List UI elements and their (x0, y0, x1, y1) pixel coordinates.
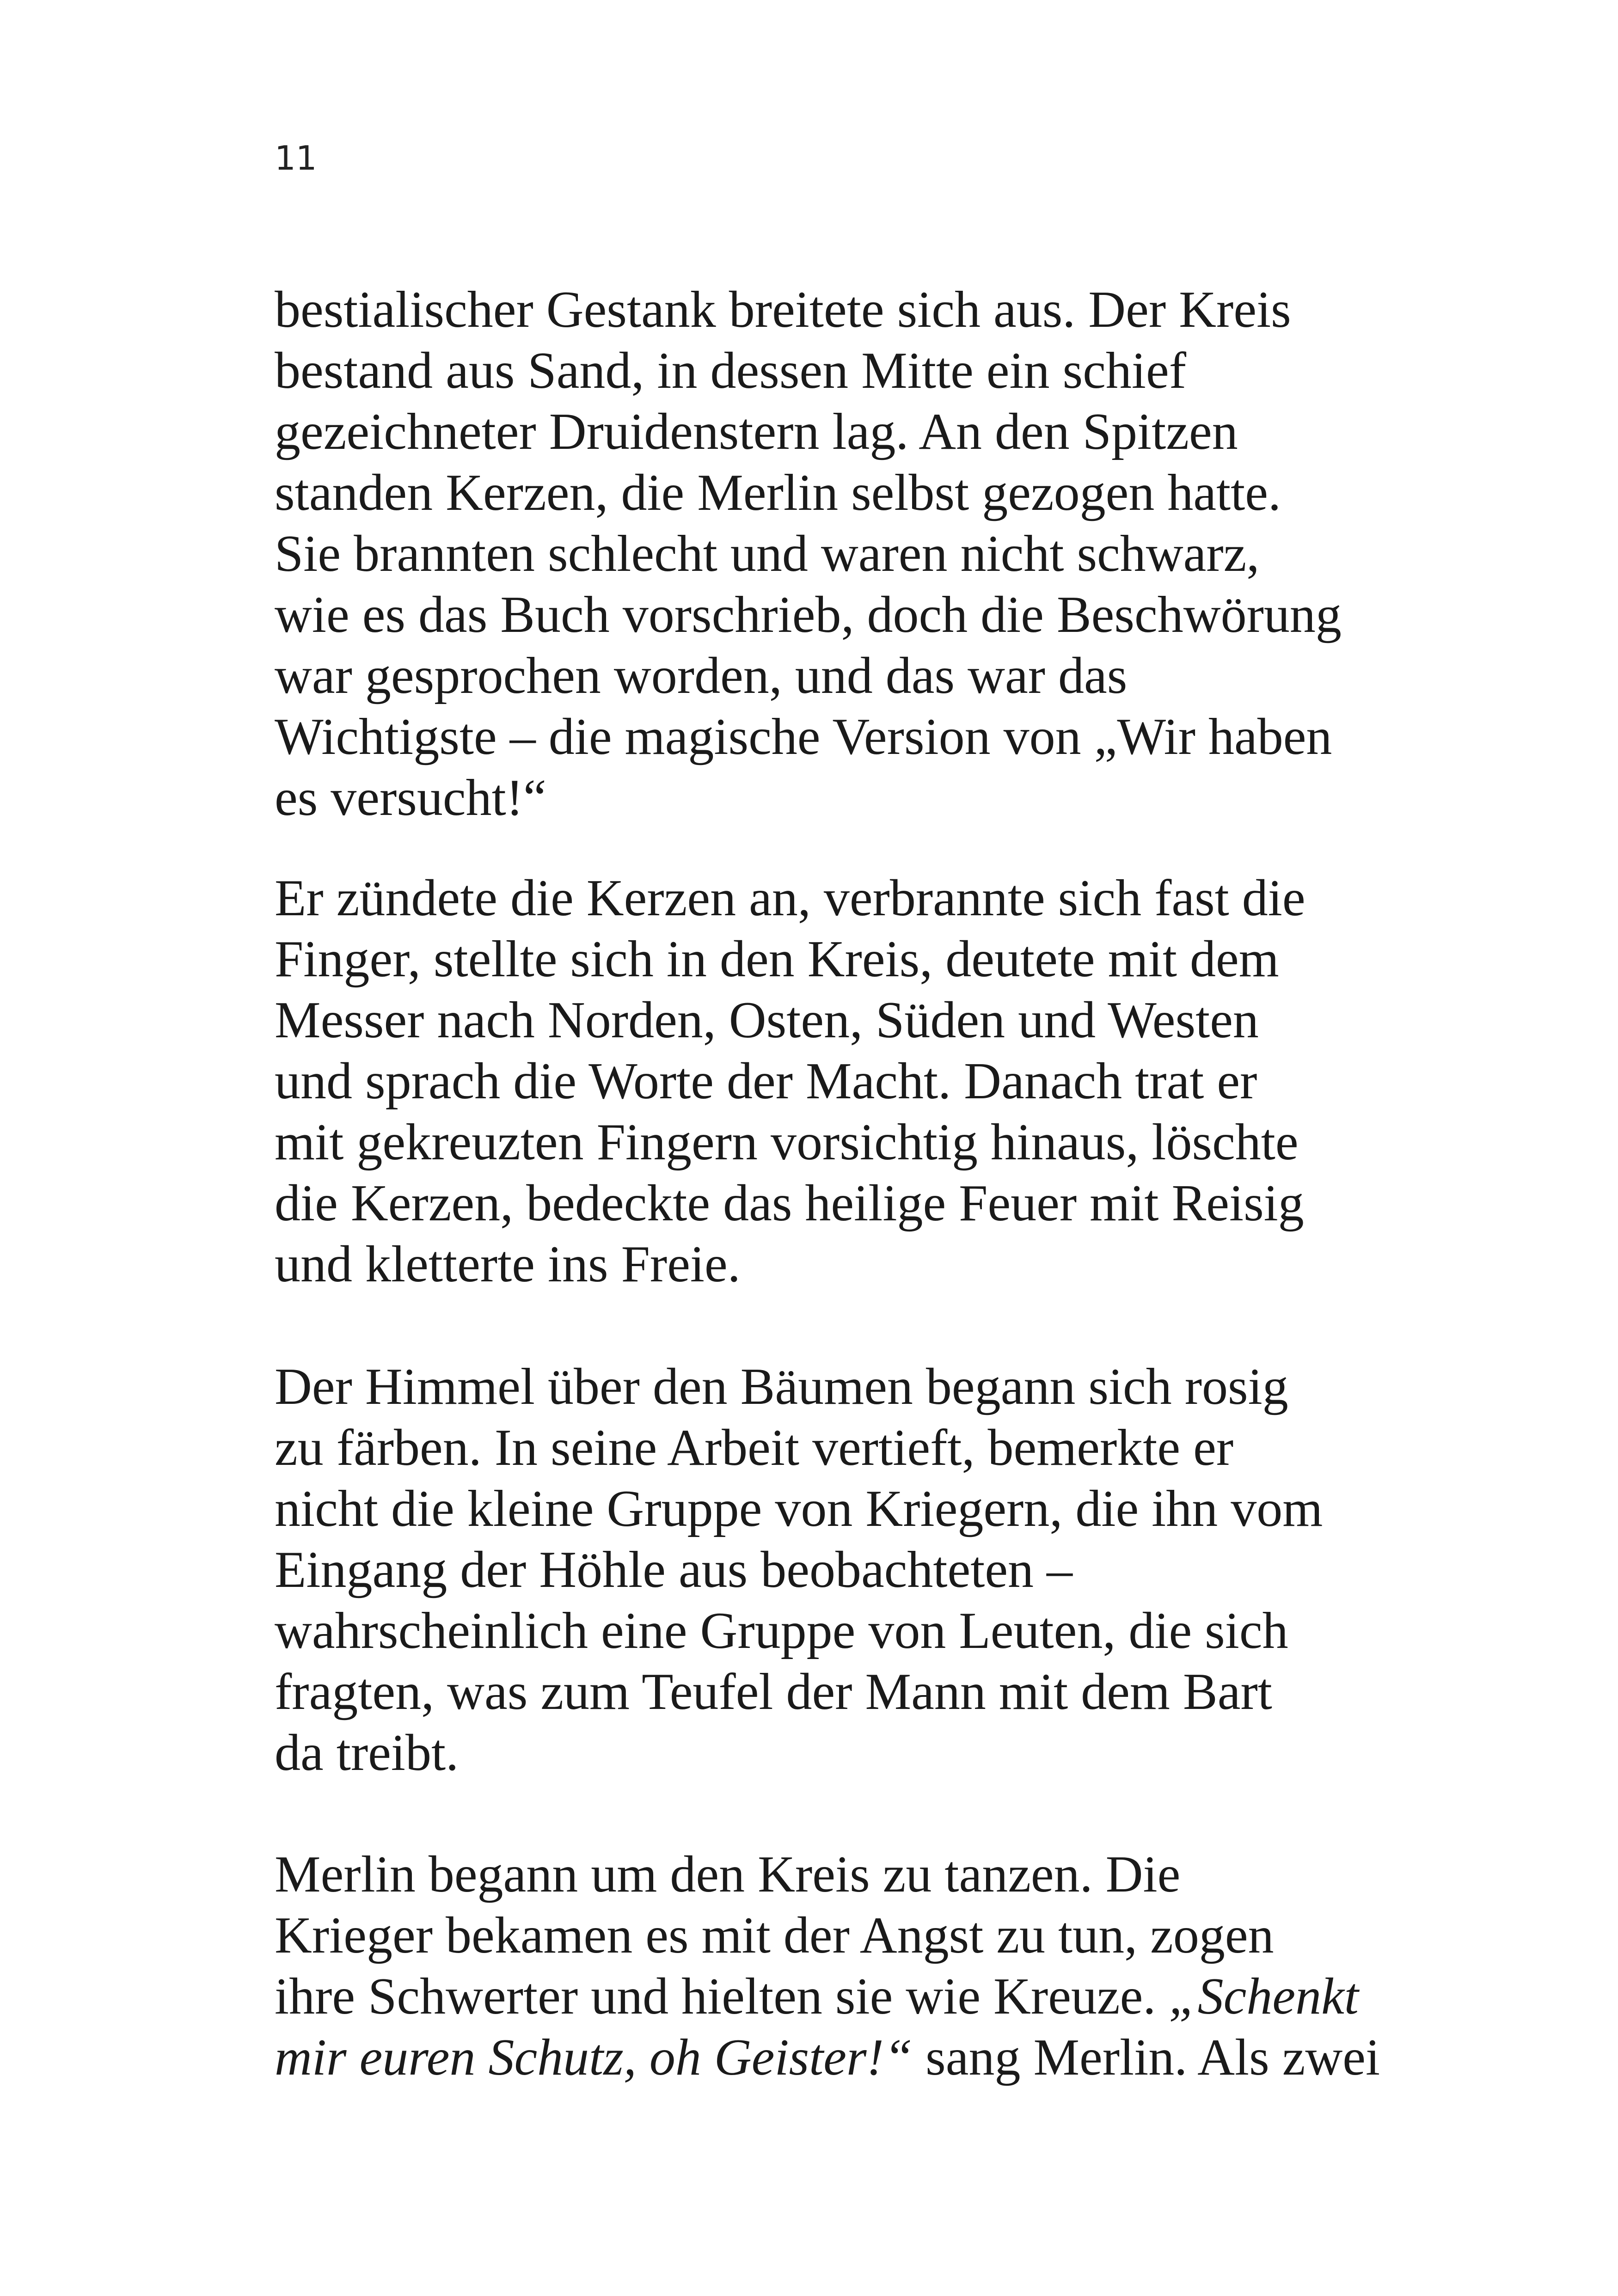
text-line: Wichtigste – die magische Version von „Wir haben (275, 708, 1332, 765)
italic-quote: „Schenkt (1169, 1968, 1359, 2025)
text-line: fragten, was zum Teufel der Mann mit dem Bart (275, 1663, 1272, 1720)
text-line (275, 2027, 1393, 2088)
paragraph-4 (275, 1844, 1393, 2088)
text-line: mit gekreuzten Fingern vorsichtig hinaus, löschte (275, 1114, 1299, 1171)
text-line: Finger, stellte sich in den Kreis, deutete mit dem (275, 931, 1279, 988)
text-line: Er zündete die Kerzen an, verbrannte sich fast die (275, 869, 1305, 927)
text-line: Merlin begann um den Kreis zu tanzen. Die (275, 1846, 1181, 1903)
text-line (275, 1966, 1393, 2027)
page-number: 11 (275, 139, 317, 178)
text-line: bestand aus Sand, in dessen Mitte ein schief (275, 342, 1187, 399)
text-line: Der Himmel über den Bäumen begann sich rosig (275, 1358, 1288, 1415)
text-line: standen Kerzen, die Merlin selbst gezogen hatte. (275, 464, 1281, 521)
text-line: nicht die kleine Gruppe von Kriegern, die ihn vom (275, 1480, 1323, 1537)
text-line: zu färben. In seine Arbeit vertieft, bemerkte er (275, 1419, 1234, 1476)
text-line: da treibt. (275, 1724, 459, 1782)
text-segment: ihre Schwerter und hielten sie wie Kreuze. (275, 1968, 1169, 2025)
italic-quote: mir euren Schutz, oh Geister!“ (275, 2029, 913, 2086)
text-line: und kletterte ins Freie. (275, 1236, 741, 1293)
text-line: bestialischer Gestank breitete sich aus. Der Kreis (275, 281, 1291, 338)
text-line: die Kerzen, bedeckte das heilige Feuer mit Reisig (275, 1175, 1304, 1232)
text-line: es versucht!“ (275, 769, 546, 827)
paragraph-2 (275, 868, 1393, 1295)
text-line: und sprach die Worte der Macht. Danach trat er (275, 1053, 1257, 1110)
text-line: Sie brannten schlecht und waren nicht schwarz, (275, 525, 1260, 582)
text-line: Eingang der Höhle aus beobachteten – (275, 1541, 1073, 1598)
text-line: gezeichneter Druidenstern lag. An den Spitzen (275, 403, 1238, 460)
text-line: wie es das Buch vorschrieb, doch die Beschwörung (275, 586, 1342, 643)
text-line: Krieger bekamen es mit der Angst zu tun, zogen (275, 1907, 1274, 1964)
text-segment: sang Merlin. Als zwei (913, 2029, 1380, 2086)
paragraph-1 (275, 279, 1393, 828)
text-line: Messer nach Norden, Osten, Süden und Westen (275, 992, 1259, 1049)
text-line: war gesprochen worden, und das war das (275, 647, 1128, 704)
paragraph-3 (275, 1356, 1393, 1783)
text-line: wahrscheinlich eine Gruppe von Leuten, die sich (275, 1602, 1288, 1659)
